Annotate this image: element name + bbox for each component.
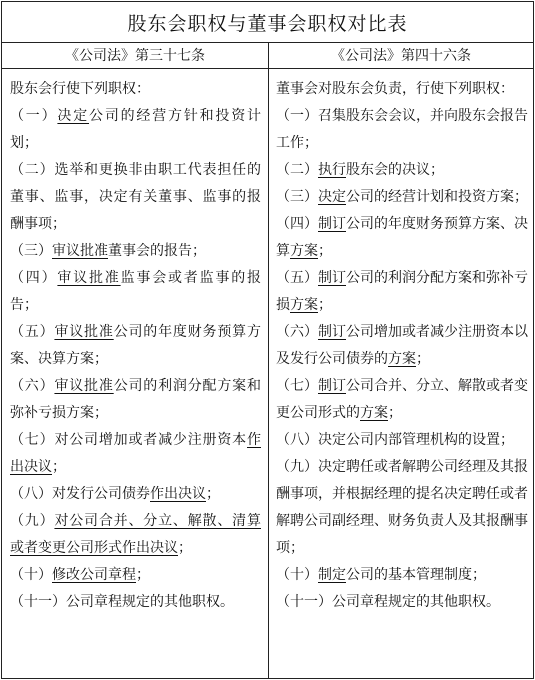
item-text: ； — [52, 459, 66, 475]
item-text: 召集股东会会议，并向股东会报告工作； — [276, 108, 528, 151]
item-key-phrase: 审议批准 — [54, 378, 114, 394]
item-key-phrase: 方案 — [290, 243, 318, 259]
item-number: （十一） — [10, 594, 66, 610]
left-column-header: 《公司法》第三十七条 — [65, 48, 205, 64]
item-number: （三） — [276, 189, 318, 205]
list-item — [10, 373, 261, 427]
item-text: 公司章程规定的其他职权。 — [66, 594, 234, 610]
item-key-phrase: 制定 — [318, 567, 346, 583]
item-number: （七） — [10, 432, 55, 448]
item-text: 公司增加或者减少注册资本以及发行公司债券的 — [276, 324, 528, 367]
item-key-phrase: 方案 — [388, 351, 416, 367]
list-item — [10, 319, 261, 373]
item-key-phrase: 作出决议 — [150, 486, 206, 502]
list-item — [10, 427, 261, 481]
item-key-phrase: 审议批准 — [57, 270, 121, 286]
list-item — [276, 373, 528, 427]
item-text: 选举和更换非由职工代表担任的董事、监事，决定有关董事、监事的报酬事项； — [10, 162, 261, 232]
item-key-phrase: 对公司合并、分立、解散、清算或者变更公司形式作出决议 — [10, 513, 261, 556]
item-key-phrase: 决定 — [318, 189, 346, 205]
item-key-phrase: 方案 — [360, 405, 388, 421]
item-number: （八） — [10, 486, 52, 502]
list-item — [276, 319, 528, 373]
item-text: ； — [318, 297, 332, 313]
column-divider — [268, 42, 269, 678]
item-text: 对发行公司债券 — [52, 486, 150, 502]
item-key-phrase: 制订 — [318, 270, 346, 286]
list-item — [10, 562, 261, 589]
item-text: 公司的利润分配方案和弥补亏损 — [276, 270, 528, 313]
left-intro: 股东会行使下列职权： — [10, 81, 150, 97]
item-text: 公司的经营方针和投资计划； — [10, 108, 262, 151]
list-item — [276, 427, 528, 454]
item-number: （一） — [276, 108, 318, 124]
item-text: ； — [416, 351, 430, 367]
item-text: 公司的经营计划和投资方案； — [346, 189, 528, 205]
item-number: （十一） — [276, 594, 332, 610]
list-item — [10, 481, 261, 508]
item-number: （九） — [10, 513, 55, 529]
item-text: ； — [178, 540, 192, 556]
item-number: （十） — [276, 567, 318, 583]
item-number: （四） — [10, 270, 58, 286]
item-text: ； — [136, 567, 150, 583]
list-item — [10, 103, 261, 157]
item-text: 公司的基本管理制度； — [346, 567, 486, 583]
list-item — [276, 265, 528, 319]
item-key-phrase: 作出决议 — [10, 432, 261, 475]
item-text: 公司章程规定的其他职权。 — [332, 594, 500, 610]
item-text: 股东会的决议； — [346, 162, 444, 178]
item-text: ； — [206, 486, 220, 502]
item-key-phrase: 制订 — [318, 378, 346, 394]
item-key-phrase: 制订 — [318, 324, 346, 340]
item-text: 决定聘任或者解聘公司经理及其报酬事项，并根据经理的提名决定聘任或者解聘公司副经理、财务负责人及其报酬事项； — [276, 459, 528, 556]
item-text: 公司的年度财务预算方案、决算 — [276, 216, 528, 259]
list-item — [276, 454, 528, 562]
item-key-phrase: 执行 — [318, 162, 346, 178]
list-item — [276, 562, 528, 589]
item-text: 公司的利润分配方案和弥补亏损方案； — [10, 378, 261, 421]
list-item — [10, 508, 261, 562]
list-item — [276, 157, 528, 184]
list-item — [276, 589, 528, 616]
table-title: 股东会职权与董事会职权对比表 — [2, 2, 533, 43]
item-text: 公司的年度财务预算方案、决算方案； — [10, 324, 261, 367]
comparison-table — [1, 1, 534, 679]
item-text: 决定公司内部管理机构的设置； — [318, 432, 514, 448]
left-items-list — [10, 103, 261, 616]
item-number: （八） — [276, 432, 318, 448]
list-item — [10, 238, 261, 265]
list-item — [276, 211, 528, 265]
item-number: （三） — [10, 243, 52, 259]
list-item — [10, 265, 261, 319]
list-item — [276, 184, 528, 211]
item-number: （十） — [10, 567, 52, 583]
item-key-phrase: 修改公司章程 — [52, 567, 136, 583]
item-text: 董事会的报告； — [108, 243, 206, 259]
list-item — [276, 103, 528, 157]
item-text: 监事会或者监事的报告； — [10, 270, 262, 313]
right-items-list — [276, 103, 528, 616]
item-number: （二） — [10, 162, 55, 178]
list-item — [10, 589, 261, 616]
board-of-directors-column — [276, 76, 528, 616]
item-number: （九） — [276, 459, 318, 475]
item-text: ； — [318, 243, 332, 259]
right-intro: 董事会对股东会负责，行使下列职权： — [276, 81, 514, 97]
item-number: （五） — [10, 324, 55, 340]
shareholders-meeting-column — [10, 76, 261, 616]
item-key-phrase: 决定 — [57, 108, 90, 124]
item-number: （一） — [10, 108, 58, 124]
item-key-phrase: 制订 — [318, 216, 346, 232]
item-key-phrase: 审议批准 — [52, 243, 108, 259]
list-item — [10, 157, 261, 238]
item-number: （六） — [10, 378, 55, 394]
item-number: （五） — [276, 270, 318, 286]
right-column-header: 《公司法》第四十六条 — [331, 48, 471, 64]
item-text: 对公司增加或者减少注册资本 — [54, 432, 247, 448]
item-text: ； — [388, 405, 402, 421]
item-key-phrase: 方案 — [290, 297, 318, 313]
item-number: （二） — [276, 162, 318, 178]
item-key-phrase: 审议批准 — [54, 324, 114, 340]
item-text: 公司合并、分立、解散或者变更公司形式的 — [276, 378, 528, 421]
item-number: （七） — [276, 378, 318, 394]
item-number: （六） — [276, 324, 318, 340]
item-number: （四） — [276, 216, 318, 232]
